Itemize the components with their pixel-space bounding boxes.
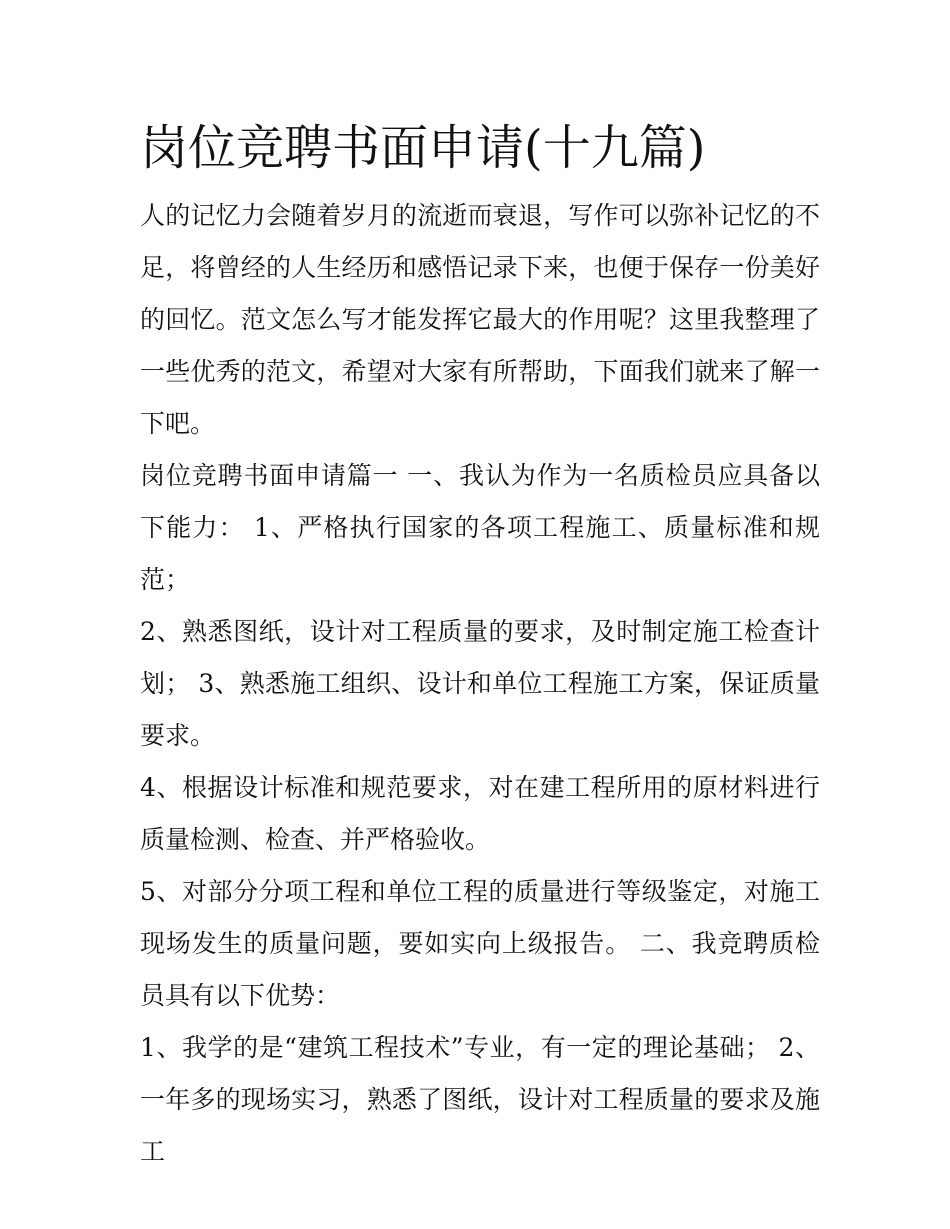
document-body (140, 112, 820, 1178)
advantages-paragraph: 1、我学的是“建筑工程技术”专业，有一定的理论基础； 2、一年多的现场实习，熟悉了图纸，设计对工程质量的要求及施工 (140, 1033, 820, 1166)
item-4-paragraph: 4、根据设计标准和规范要求，对在建工程所用的原材料进行质量检测、检查、并严格验收。 (140, 773, 820, 854)
item-5-paragraph: 5、对部分分项工程和单位工程的质量进行等级鉴定，对施工现场发生的质量问题，要如实向上级报告。 二、我竞聘质检员具有以下优势： (140, 877, 820, 1010)
item-2-3-paragraph: 2、熟悉图纸，设计对工程质量的要求，及时制定施工检查计划； 3、熟悉施工组织、设计和单位工程施工方案，保证质量要求。 (140, 617, 820, 750)
section-one-paragraph: 岗位竞聘书面申请篇一 一、我认为作为一名质检员应具备以下能力： 1、严格执行国家的各项工程施工、质量标准和规范； (140, 461, 820, 594)
document-title: 岗位竞聘书面申请(十九篇) (140, 120, 706, 176)
intro-paragraph: 人的记忆力会随着岁月的流逝而衰退，写作可以弥补记忆的不足，将曾经的人生经历和感悟记录下来，也便于保存一份美好的回忆。范文怎么写才能发挥它最大的作用呢？这里我整理了一些优秀的范文，希望对大家有所帮助，下面我们就来了解一下吧。 (140, 201, 820, 438)
